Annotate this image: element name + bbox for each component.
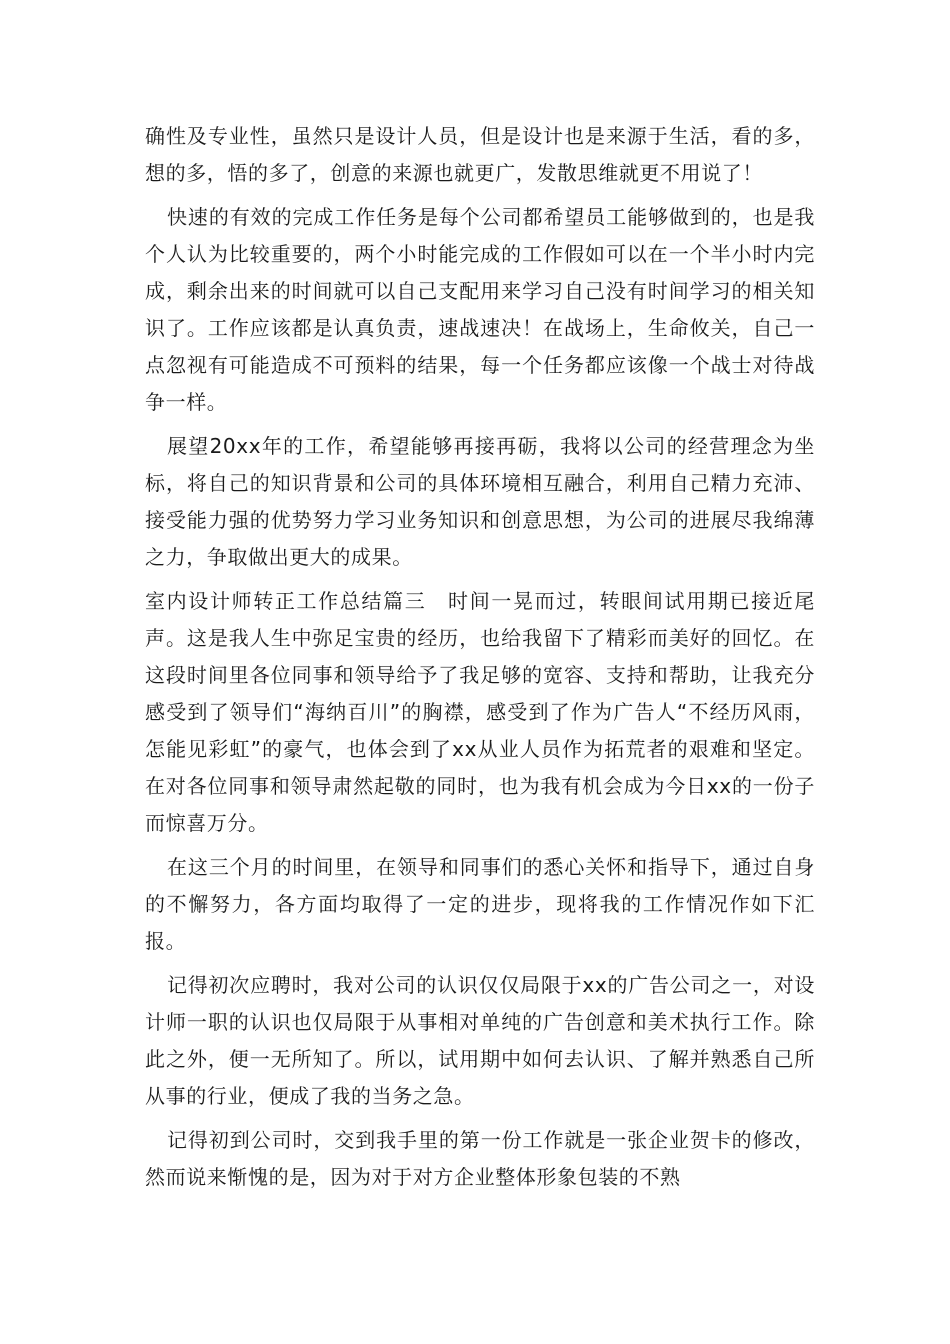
- paragraph-1: 确性及专业性，虽然只是设计人员，但是设计也是来源于生活，看的多，想的多，悟的多了，创意的来源也就更广，发散思维就更不用说了！: [145, 124, 815, 185]
- paragraph-7: 记得初到公司时，交到我手里的第一份工作就是一张企业贺卡的修改，然而说来惭愧的是，因为对于对方企业整体形象包装的不熟: [145, 1128, 815, 1189]
- paragraph-6: 记得初次应聘时，我对公司的认识仅仅局限于xx的广告公司之一，对设计师一职的认识也仅局限于从事相对单纯的广告创意和美术执行工作。除此之外，便一无所知了。所以，试用期中如何去认识、了解并熟悉自己所从事的行业，便成了我的当务之急。: [145, 973, 815, 1108]
- paragraph-5: 在这三个月的时间里，在领导和同事们的悉心关怀和指导下，通过自身的不懈努力，各方面均取得了一定的进步，现将我的工作情况作如下汇报。: [145, 855, 815, 953]
- paragraph-2: 快速的有效的完成工作任务是每个公司都希望员工能够做到的，也是我个人认为比较重要的，两个小时能完成的工作假如可以在一个半小时内完成，剩余出来的时间就可以自己支配用来学习自己没有时间学习的相关知识了。工作应该都是认真负责，速战速决！在战场上，生命攸关，自己一点忽视有可能造成不可预料的结果，每一个任务都应该像一个战士对待战争一样。: [145, 205, 815, 414]
- paragraph-3: 展望20xx年的工作，希望能够再接再砺，我将以公司的经营理念为坐标，将自己的知识背景和公司的具体环境相互融合，利用自己精力充沛、接受能力强的优势努力学习业务知识和创意思想，为公司的进展尽我绵薄之力，争取做出更大的成果。: [145, 434, 815, 569]
- document-body: [145, 118, 815, 1196]
- paragraph-4: 室内设计师转正工作总结篇三 时间一晃而过，转眼间试用期已接近尾声。这是我人生中弥足宝贵的经历，也给我留下了精彩而美好的回忆。在这段时间里各位同事和领导给予了我足够的宽容、支持和帮助，让我充分感受到了领导们“海纳百川”的胸襟，感受到了作为广告人“不经历风雨，怎能见彩虹”的豪气，也体会到了xx从业人员作为拓荒者的艰难和坚定。在对各位同事和领导肃然起敬的同时，也为我有机会成为今日xx的一份子而惊喜万分。: [145, 589, 815, 835]
